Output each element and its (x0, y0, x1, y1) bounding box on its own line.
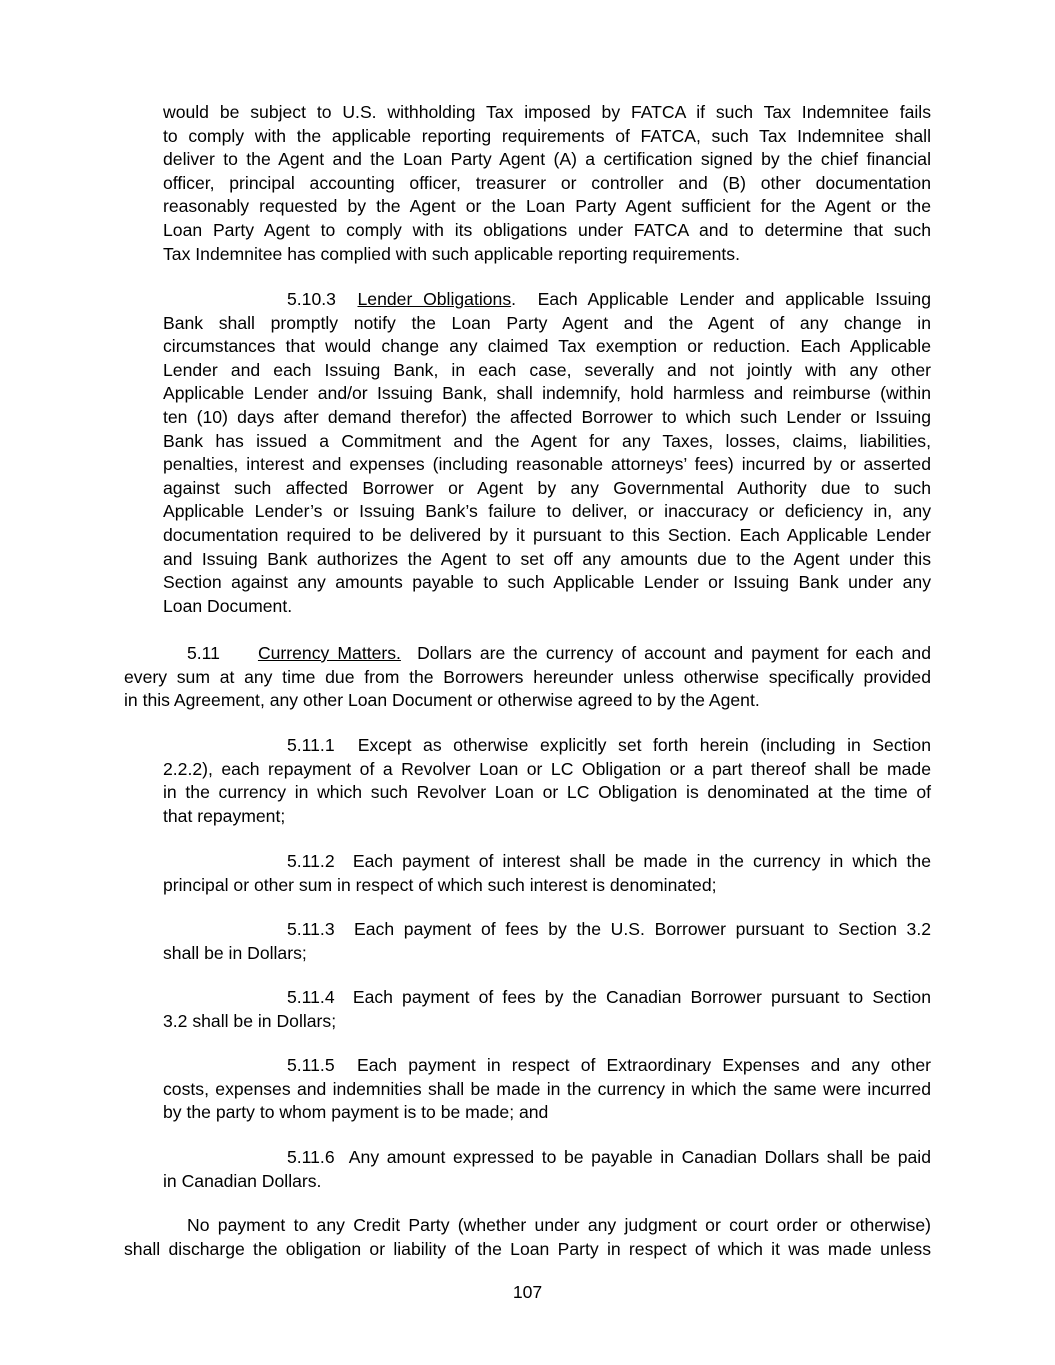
section-number: 5.11.6 (287, 1147, 335, 1167)
text-line: penalties, interest and expenses (including reasonable attorneys’ fees) incurred by or asserted (163, 454, 931, 475)
text-line: No payment to any Credit Party (whether under any judgment or court order or otherwise) (187, 1215, 931, 1235)
text-line: circumstances that would change any claimed Tax exemption or reduction. Each Applicable (163, 336, 931, 357)
section-number: 5.11.3 (287, 919, 335, 939)
first-line-text: Each Applicable Lender and applicable Issuing (537, 289, 932, 309)
first-line-text: Each payment in respect of Extraordinary Expenses and any other (356, 1055, 931, 1075)
section-number: 5.11.2 (287, 851, 335, 871)
section-first-line (124, 642, 931, 666)
text-line: 2.2.2), each repayment of a Revolver Loan or LC Obligation or a part thereof shall be made (163, 758, 931, 779)
section-first-line (163, 734, 931, 758)
subsection-5-11-3 (163, 918, 931, 965)
first-line-text: Except as otherwise explicitly set forth herein (including in Section (357, 735, 932, 755)
text-line: Bank shall promptly notify the Loan Party Agent and the Agent of any change in (163, 312, 931, 333)
text-line: officer, principal accounting officer, treasurer or controller and (B) other documentation (163, 172, 931, 193)
subsection-5-11-4 (163, 986, 931, 1033)
text-line: Applicable Lender and/or Issuing Bank, shall indemnify, hold harmless and reimburse (within (163, 383, 931, 404)
text-line: that repayment; (163, 805, 286, 826)
section-heading: Lender Obligations (357, 289, 512, 309)
text-line: Applicable Lender’s or Issuing Bank’s failure to deliver, or inaccuracy or deficiency in, any (163, 501, 931, 522)
section-number: 5.11.1 (287, 735, 335, 755)
text-line: Loan Document. (163, 595, 293, 616)
page-number: 107 (512, 1282, 543, 1302)
first-line-text: Each payment of interest shall be made in the currency in which the (352, 851, 931, 871)
text-line: ten (10) days after demand therefor) the affected Borrower to which such Lender or Issuing (163, 406, 931, 427)
subsection-5-11-2 (163, 850, 931, 897)
text-line: shall discharge the obligation or liability of the Loan Party in respect of which it was made unless (124, 1238, 931, 1259)
section-first-line (163, 850, 931, 874)
text-line: in Canadian Dollars. (163, 1170, 322, 1191)
text-line: every sum at any time due from the Borrowers hereunder unless otherwise specifically provided (124, 666, 931, 687)
text-line: 3.2 shall be in Dollars; (163, 1010, 337, 1031)
first-line-text: Each payment of fees by the Canadian Borrower pursuant to Section (352, 987, 932, 1007)
subsection-5-11-5 (163, 1054, 931, 1125)
text-line: in this Agreement, any other Loan Document or otherwise agreed to by the Agent. (124, 690, 760, 711)
text-line: costs, expenses and indemnities shall be made in the currency in which the same were incurred (163, 1078, 931, 1099)
first-line-text: Each payment of fees by the U.S. Borrower pursuant to Section 3.2 (354, 919, 932, 939)
section-first-line (163, 288, 931, 312)
section-first-line (163, 986, 931, 1010)
paragraph-5-10-2-tail (163, 101, 931, 266)
section-number: 5.11.4 (287, 987, 335, 1007)
section-first-line (163, 1146, 931, 1170)
text-line: Loan Party Agent to comply with its obligations under FATCA and to determine that such (163, 219, 931, 240)
text-line: would be subject to U.S. withholding Tax imposed by FATCA if such Tax Indemnitee fails (163, 102, 931, 122)
section-5-10-3 (163, 288, 931, 618)
heading-punctuation: . (511, 289, 517, 309)
subsection-5-11-1 (163, 734, 931, 828)
text-line: in the currency in which such Revolver Loan or LC Obligation is denominated at the time of (163, 782, 931, 803)
first-line-text: Dollars are the currency of account and payment for each and (417, 643, 931, 663)
text-line: deliver to the Agent and the Loan Party Agent (A) a certification signed by the chief financial (163, 149, 931, 170)
closing-paragraph (124, 1214, 931, 1261)
text-line: to comply with the applicable reporting requirements of FATCA, such Tax Indemnitee shall (163, 125, 931, 146)
text-line: and Issuing Bank authorizes the Agent to set off any amounts due to the Agent under this (163, 548, 931, 569)
section-5-11 (124, 642, 931, 713)
text-line: Tax Indemnitee has complied with such applicable reporting requirements. (163, 243, 740, 264)
first-line-text: Any amount expressed to be payable in Canadian Dollars shall be paid (348, 1147, 931, 1167)
text-line: by the party to whom payment is to be made; and (163, 1102, 549, 1123)
section-number: 5.11 (187, 643, 220, 663)
text-line: Section against any amounts payable to such Applicable Lender or Issuing Bank under any (163, 572, 931, 593)
section-first-line (163, 1054, 931, 1078)
text-line: documentation required to be delivered by it pursuant to this Section. Each Applicable Lender (163, 524, 931, 545)
text-line: reasonably requested by the Agent or the Loan Party Agent sufficient for the Agent or the (163, 196, 931, 217)
section-first-line (163, 918, 931, 942)
subsection-5-11-6 (163, 1146, 931, 1193)
section-number: 5.11.5 (287, 1055, 335, 1075)
text-line: Lender and each Issuing Bank, in each case, severally and not jointly with any other (163, 359, 931, 380)
text-line: shall be in Dollars; (163, 942, 307, 963)
section-number: 5.10.3 (287, 289, 336, 309)
text-line: Bank has issued a Commitment and the Agent for any Taxes, losses, claims, liabilities, (163, 430, 931, 451)
text-line: principal or other sum in respect of which such interest is denominated; (163, 874, 717, 895)
section-heading: Currency Matters. (257, 643, 401, 663)
text-line: against such affected Borrower or Agent by any Governmental Authority due to such (163, 477, 931, 498)
